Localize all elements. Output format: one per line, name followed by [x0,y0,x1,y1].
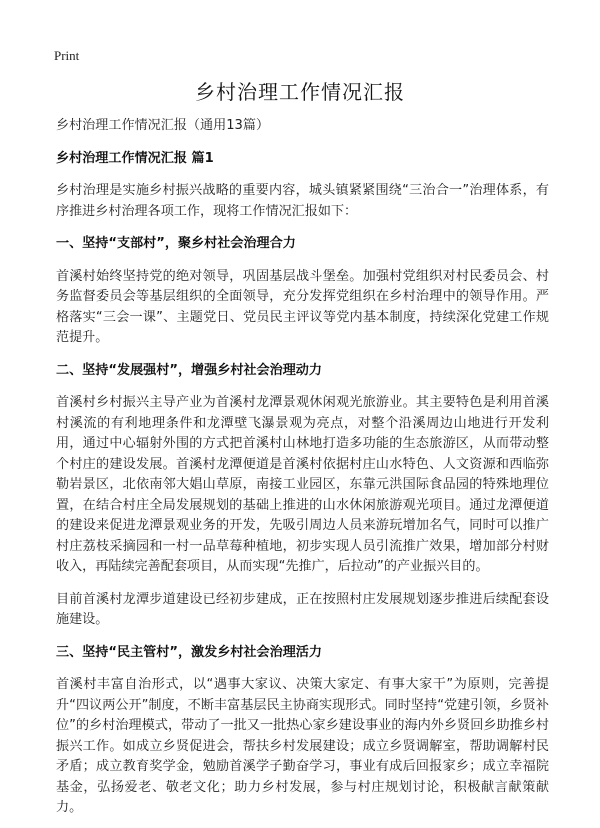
section-heading-2: 二、坚持“发展强村”，增强乡村社会治理动力 [56,362,322,378]
chapter-heading: 乡村治理工作情况汇报 篇1 [56,150,214,166]
section-heading-1: 一、坚持“支部村”，聚乡村社会治理合力 [56,236,296,251]
section-1-paragraph-1: 首溪村始终坚持党的绝对领导，巩固基层战斗堡垒。加强村党组织对村民委员会、村务监督委员会等基层组织的全面领导，充分发挥党组织在乡村治理中的领导作用。严格落实“三会一课”、主题党日、党员民主评议等党内基本制度，持续深化党建工作规范提升。 [56,268,549,345]
print-link[interactable]: Print [54,48,80,63]
section-heading-3: 三、坚持“民主管村”，激发乡村社会治理活力 [56,644,322,660]
document-subtitle: 乡村治理工作情况汇报（通用13篇） [56,118,270,133]
section-3-paragraph-1: 首溪村丰富自治形式，以“遇事大家议、决策大家定、有事大家干”为原则，完善提升“四议两公开”制度，不断丰富基层民主协商实现形式。同时坚持“党建引领，乡贤补位”的乡村治理模式，带动了一批又一批热心家乡建设事业的海内外乡贤回乡助推乡村振兴工作。如成立乡贤促进会，帮扶乡村发展建设；成立乡贤调解室，帮助调解村民矛盾；成立教育奖学金，勉励首溪学子勤奋学习，事业有成后回报家乡；成立幸福院基金，弘扬爱老、敬老文化；助力乡村发展，参与村庄规划讨论，积极献言献策献力。 [56,677,549,815]
intro-paragraph: 乡村治理是实施乡村振兴战略的重要内容，城头镇紧紧围绕“三治合一”治理体系，有序推进乡村治理各项工作，现将工作情况汇报如下： [56,183,549,219]
document-body [56,116,549,819]
section-2-paragraph-2: 目前首溪村龙潭步道建设已经初步建成，正在按照村庄发展规划逐步推进后续配套设施建设。 [56,591,549,627]
document-title: 乡村治理工作情况汇报 [195,80,405,104]
section-2-paragraph-1: 首溪村乡村振兴主导产业为首溪村龙潭景观休闲观光旅游业。其主要特色是利用首溪村溪流的有利地理条件和龙潭壁飞瀑景观为亮点，对整个沿溪周边山地进行开发利用，通过中心辐射外围的方式把首溪村山林地打造多功能的生态旅游区，从而带动整个村庄的建设发展。首溪村龙潭便道是首溪村依据村庄山水特色、人文资源和西临弥勒岩景区，北依南邻大娼山草原，南接工业园区，东靠元洪国际食品园的特殊地理位置，在结合村庄全局发展规划的基础上推进的山水休闲旅游观光项目。通过龙潭便道的建设来促进龙潭景观业务的开发，先吸引周边人员来游玩增加名气，同时可以推广村庄荔枝采摘园和一村一品草莓种植地，初步实现人员引流推广效果，增加部分村财收入，再陆续完善配套项目，从而实现“先推广，后拉动”的产业振兴目的。 [56,395,549,574]
